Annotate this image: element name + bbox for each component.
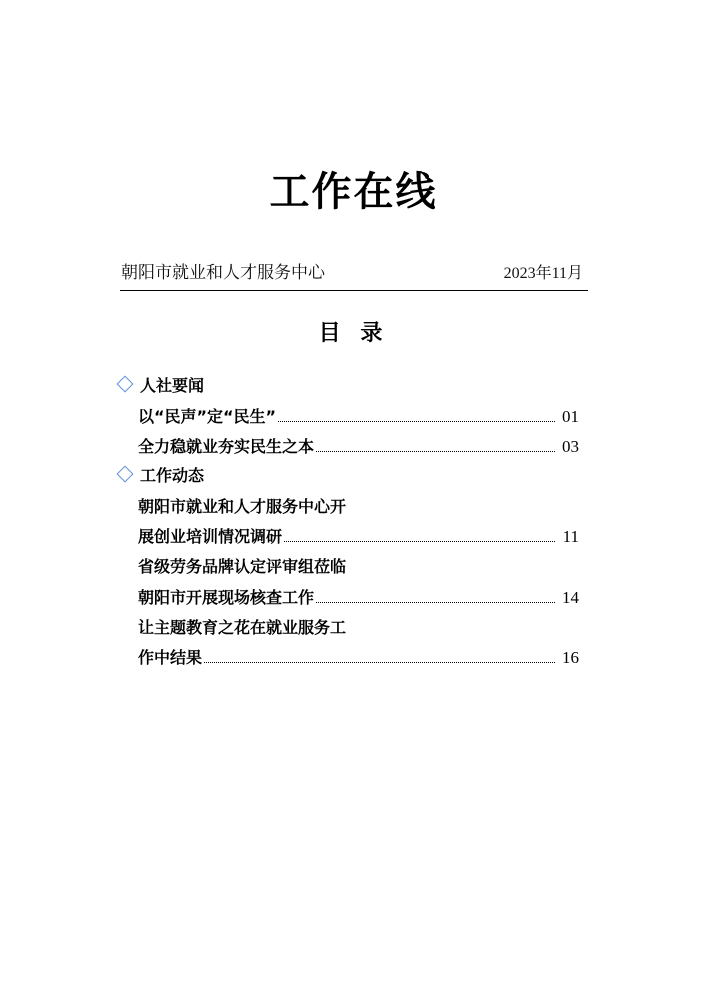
toc-entry[interactable] bbox=[138, 435, 579, 457]
toc-entry[interactable] bbox=[138, 405, 579, 427]
toc-section-renshe-news bbox=[117, 373, 204, 395]
entry-title: 全力稳就业夯实民生之本 bbox=[138, 437, 315, 456]
toc-section-work-updates bbox=[117, 463, 204, 485]
diamond-bullet-icon bbox=[117, 376, 134, 393]
page-number: 03 bbox=[562, 437, 579, 456]
entry-title-line[interactable]: 省级劳务品牌认定评审组莅临 bbox=[138, 557, 347, 576]
document-title: 工作在线 bbox=[269, 169, 438, 215]
toc-entry[interactable] bbox=[138, 586, 579, 608]
page-number: 11 bbox=[562, 527, 579, 546]
diamond-bullet-icon bbox=[117, 466, 134, 483]
dot-leader bbox=[316, 451, 555, 452]
section-label: 人社要闻 bbox=[140, 375, 205, 395]
entry-title: 展创业培训情况调研 bbox=[138, 527, 283, 546]
page-number: 14 bbox=[562, 588, 579, 607]
section-label: 工作动态 bbox=[140, 465, 205, 485]
dot-leader bbox=[284, 541, 555, 542]
page-number: 01 bbox=[562, 407, 579, 426]
entry-title: 朝阳市开展现场核查工作 bbox=[138, 588, 315, 607]
dot-leader bbox=[316, 602, 555, 603]
issue-date: 2023年11月 bbox=[503, 265, 583, 282]
entry-title-line[interactable]: 朝阳市就业和人才服务中心开 bbox=[138, 497, 347, 516]
entry-title: 作中结果 bbox=[138, 648, 203, 667]
entry-title: 以“民声”定“民生” bbox=[138, 407, 277, 426]
dot-leader bbox=[278, 421, 555, 422]
header-divider bbox=[120, 290, 588, 291]
toc-entry[interactable] bbox=[138, 525, 579, 547]
toc-heading: 目 录 bbox=[318, 321, 389, 346]
toc-entry[interactable] bbox=[138, 646, 579, 668]
dot-leader bbox=[204, 662, 555, 663]
organization-name: 朝阳市就业和人才服务中心 bbox=[121, 263, 325, 283]
page-number: 16 bbox=[562, 648, 579, 667]
entry-title-line[interactable]: 让主题教育之花在就业服务工 bbox=[138, 618, 347, 637]
